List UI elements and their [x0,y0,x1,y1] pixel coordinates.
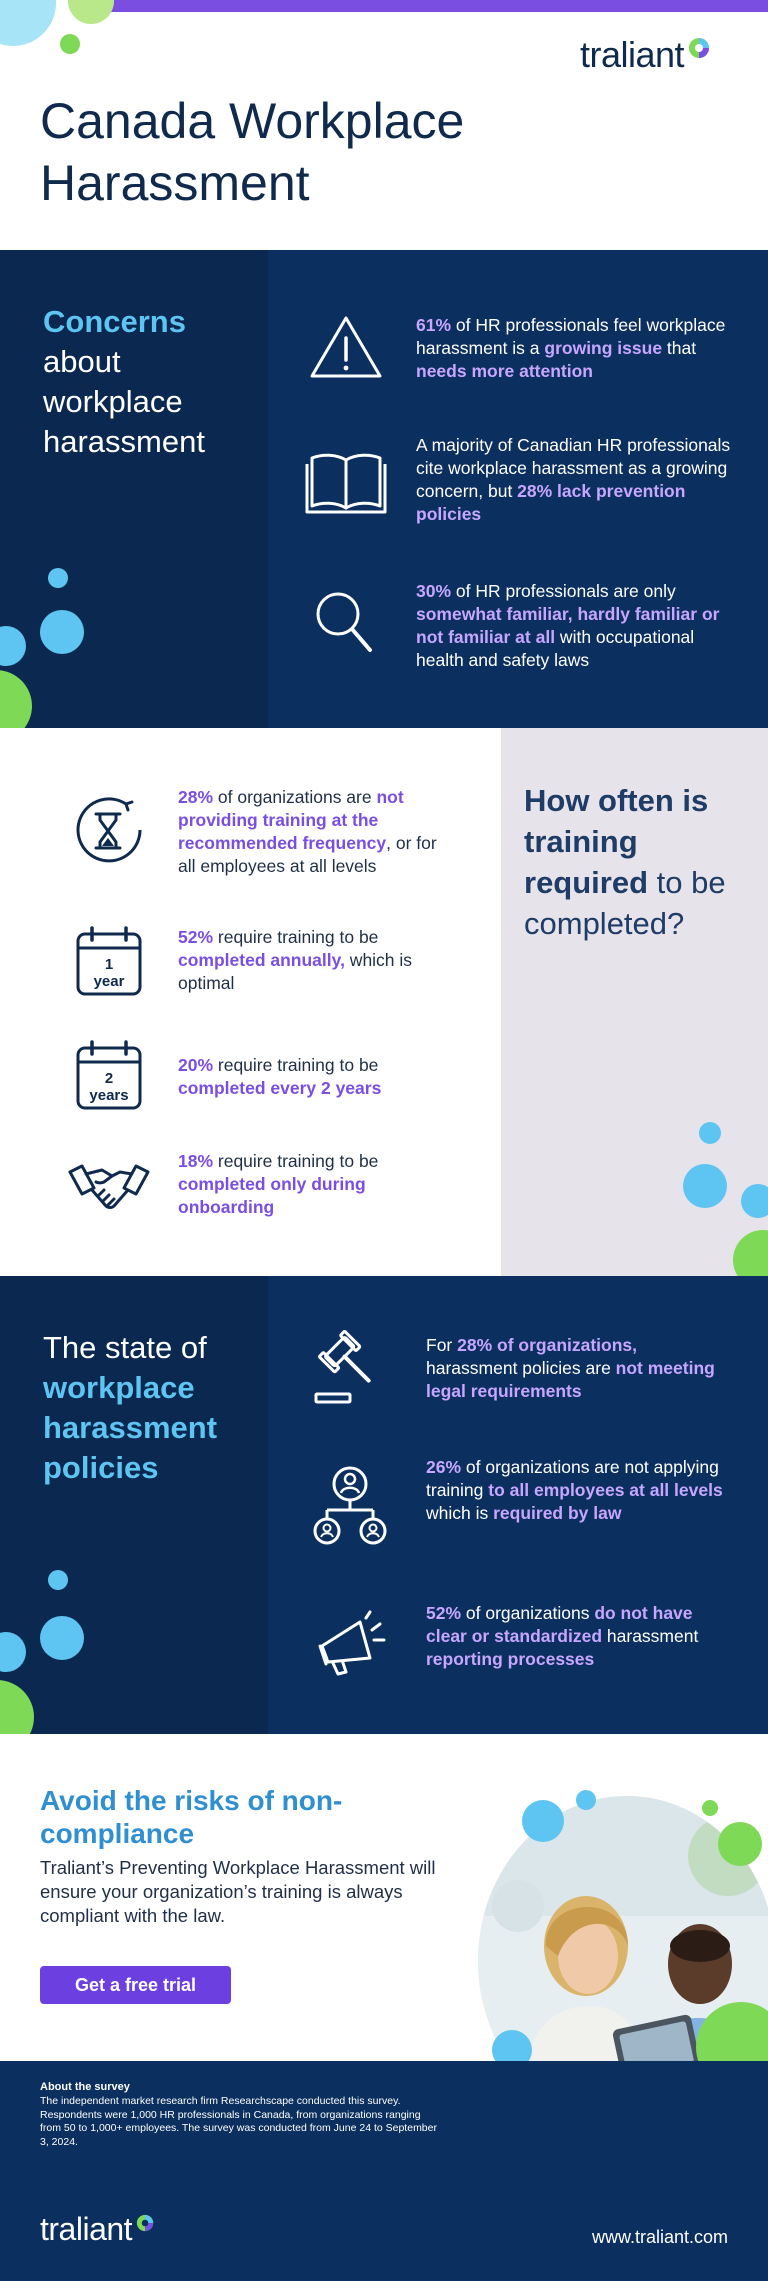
training-stat-2 [178,926,448,995]
highlight-text: 61% [416,315,452,335]
page-title: Canada Workplace Harassment [40,93,465,211]
highlight-text: do not have clear or standardized [426,1603,693,1646]
highlight-text: 28% [178,787,214,807]
highlight-text: completed annually, [178,950,345,970]
body-text: which is [426,1503,494,1523]
gavel-icon [310,1328,390,1408]
website-link[interactable]: www.traliant.com [591,2227,728,2247]
training-stat-1 [178,786,448,878]
footer [0,2061,768,2281]
open-book-icon [304,446,388,516]
decor-bubble [0,0,56,46]
concerns-heading-rest: about workplace harassment [43,344,205,459]
cta-section [0,1734,768,2061]
decor-bubble [699,1122,721,1144]
decor-bubble [48,568,68,588]
highlight-text: reporting processes [426,1649,595,1669]
body-text: , or for all employees at all levels [178,833,437,876]
body-text: require training to be [213,1055,379,1075]
calendar-2-years-icon [74,1040,144,1112]
body-text: to be completed? [524,865,726,941]
concerns-stat-1 [416,314,736,383]
body-text: require training to be [213,1151,379,1171]
training-section [0,728,768,1276]
body-text: For [426,1335,458,1355]
highlight-text: 26% [426,1457,462,1477]
decor-bubble [0,1680,34,1734]
concerns-section [0,250,768,728]
decor-bubble [702,1800,718,1816]
calendar-1-unit: year [93,973,125,990]
decor-bubble [40,1616,84,1660]
highlight-text: to all employees at all levels [488,1480,723,1500]
highlight-text: 20% [178,1055,214,1075]
highlight-text: 18% [178,1151,214,1171]
cta-heading: Avoid the risks of non-compliance [40,1785,343,1849]
body-text: require training to be [213,927,379,947]
calendar-2-number: 2 [104,1070,114,1087]
body-text: with occupational health and safety laws [416,627,695,670]
highlight-text: 28% of organizations, [457,1335,638,1355]
body-text: of organizations are [213,787,377,807]
concerns-stat-3 [416,580,736,672]
free-trial-button[interactable]: Get a free trial [40,1966,231,2004]
highlight-text: How often is training required [524,783,709,900]
concerns-heading [43,302,243,462]
highlight-text: needs more attention [416,361,593,381]
top-accent-bar [80,0,768,12]
decor-bubble [0,626,26,666]
highlight-text: 52% [178,927,214,947]
policies-stat-3 [426,1602,726,1671]
body-text: of HR professionals are only [451,581,676,601]
hourglass-icon [70,792,148,870]
decor-bubble [48,1570,68,1590]
policies-heading [43,1328,263,1488]
highlight-text: not providing training at the recommended frequency [178,787,404,853]
decor-bubble [576,1790,596,1810]
highlight-text: somewhat familiar, hardly familiar or not familiar at all [416,604,720,647]
concerns-heading-highlight: Concerns [43,304,186,339]
policies-heading-highlight: workplace harassment policies [43,1370,218,1485]
calendar-1-number: 1 [104,956,114,973]
logo-mark-icon [688,37,710,59]
decor-bubble [741,1184,768,1218]
body-text: that [662,338,697,358]
highlight-text: completed every 2 years [178,1078,382,1098]
body-text: of organizations [461,1603,595,1623]
training-stat-3 [178,1054,448,1100]
warning-icon [306,312,386,382]
about-survey-heading: About the survey [40,2081,130,2093]
body-text: of organizations are not applying training [426,1457,719,1500]
decor-bubble [0,1632,26,1672]
megaphone-icon [308,1610,392,1680]
decor-bubble [733,1230,768,1276]
calendar-1-year-icon [74,926,144,998]
training-heading [524,780,764,944]
body-text: harassment policies are [426,1358,616,1378]
policies-stat-1 [426,1334,726,1403]
highlight-text: 28% lack prevention policies [416,481,686,524]
decor-bubble [683,1164,727,1208]
footer-logo[interactable] [40,2211,154,2248]
brand-wordmark: traliant [580,34,685,75]
logo-mark-icon [136,2214,154,2232]
decor-bubble [0,670,32,728]
highlight-text: 30% [416,581,452,601]
magnifier-icon [310,586,380,660]
decor-bubble [60,34,80,54]
decor-bubble [718,1822,762,1866]
body-text: harassment [602,1626,699,1646]
highlight-text: 52% [426,1603,462,1623]
decor-bubble [40,610,84,654]
highlight-text: growing issue [544,338,663,358]
decor-bubble [522,1800,564,1842]
highlight-text: completed only during onboarding [178,1174,366,1217]
body-text: of HR professionals feel workplace harassment is a [416,315,726,358]
training-stat-4 [178,1150,398,1219]
policies-heading-plain: The state of [43,1330,207,1365]
concerns-stat-2 [416,434,736,526]
cta-body: Traliant’s Preventing Workplace Harassment will ensure your organization’s training is always compliant with the law. [40,1857,436,1926]
about-survey-body: The independent market research firm Researchscape conducted this survey. Respondents were 1,000 HR professionals in Canada, from organizations ranging from 50 to 1,000+ employees. The survey was conducted from June 24 to September 3, 2024. [40,2095,437,2148]
handshake-icon [66,1158,152,1218]
brand-logo[interactable] [580,34,710,76]
policies-section [0,1276,768,1734]
org-chart-icon [310,1464,390,1548]
footer-wordmark: traliant [40,2211,133,2247]
policies-stat-2 [426,1456,726,1525]
body-text: which is optimal [178,950,413,993]
calendar-2-unit: years [89,1087,129,1104]
highlight-text: required by law [493,1503,622,1523]
highlight-text: not meeting legal requirements [426,1358,715,1401]
decor-bubble [68,0,114,24]
body-text: A majority of Canadian HR professionals cite workplace harassment as a growing concern, but [416,435,731,501]
